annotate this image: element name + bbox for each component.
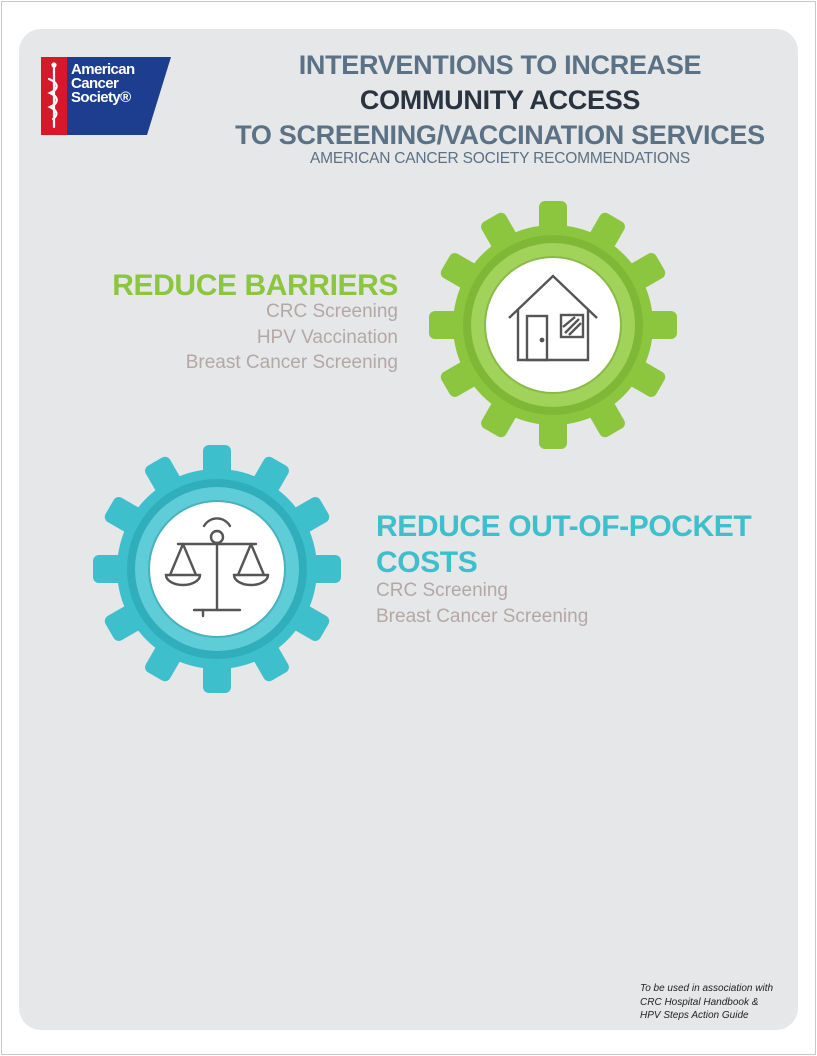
reduce-barriers-list <box>100 299 398 376</box>
page-title <box>200 48 800 168</box>
green-gear-graphic <box>428 200 678 450</box>
logo-line-3: Society® <box>71 89 131 106</box>
title-line-1: INTERVENTIONS TO INCREASE <box>298 50 702 80</box>
list-item: CRC Screening <box>376 580 508 601</box>
list-item: Breast Cancer Screening <box>185 352 398 373</box>
title-line-3: TO SCREENING/VACCINATION SERVICES <box>235 120 765 150</box>
reduce-costs-heading-line-2: COSTS <box>376 546 478 579</box>
footnote-line-3: HPV Steps Action Guide <box>640 1010 749 1021</box>
list-item: CRC Screening <box>266 301 398 322</box>
page-subtitle: AMERICAN CANCER SOCIETY RECOMMENDATIONS <box>309 150 691 167</box>
teal-gear-graphic <box>92 444 342 694</box>
title-line-2: COMMUNITY ACCESS <box>359 85 641 115</box>
reduce-costs-heading-line-1: REDUCE OUT-OF-POCKET <box>376 510 752 543</box>
reduce-costs-heading <box>376 509 796 581</box>
footnote-line-2: CRC Hospital Handbook & <box>640 996 759 1008</box>
footnote <box>640 982 800 1023</box>
list-item: HPV Vaccination <box>256 326 398 348</box>
footnote-line-1: To be used in association with <box>640 983 774 994</box>
logo-line-2: Cancer <box>71 75 119 92</box>
logo-line-1: American <box>71 61 135 78</box>
reduce-costs-list <box>376 578 676 629</box>
reduce-barriers-heading: REDUCE BARRIERS <box>112 269 398 302</box>
logo-text <box>71 63 161 105</box>
list-item: Breast Cancer Screening <box>376 605 589 627</box>
